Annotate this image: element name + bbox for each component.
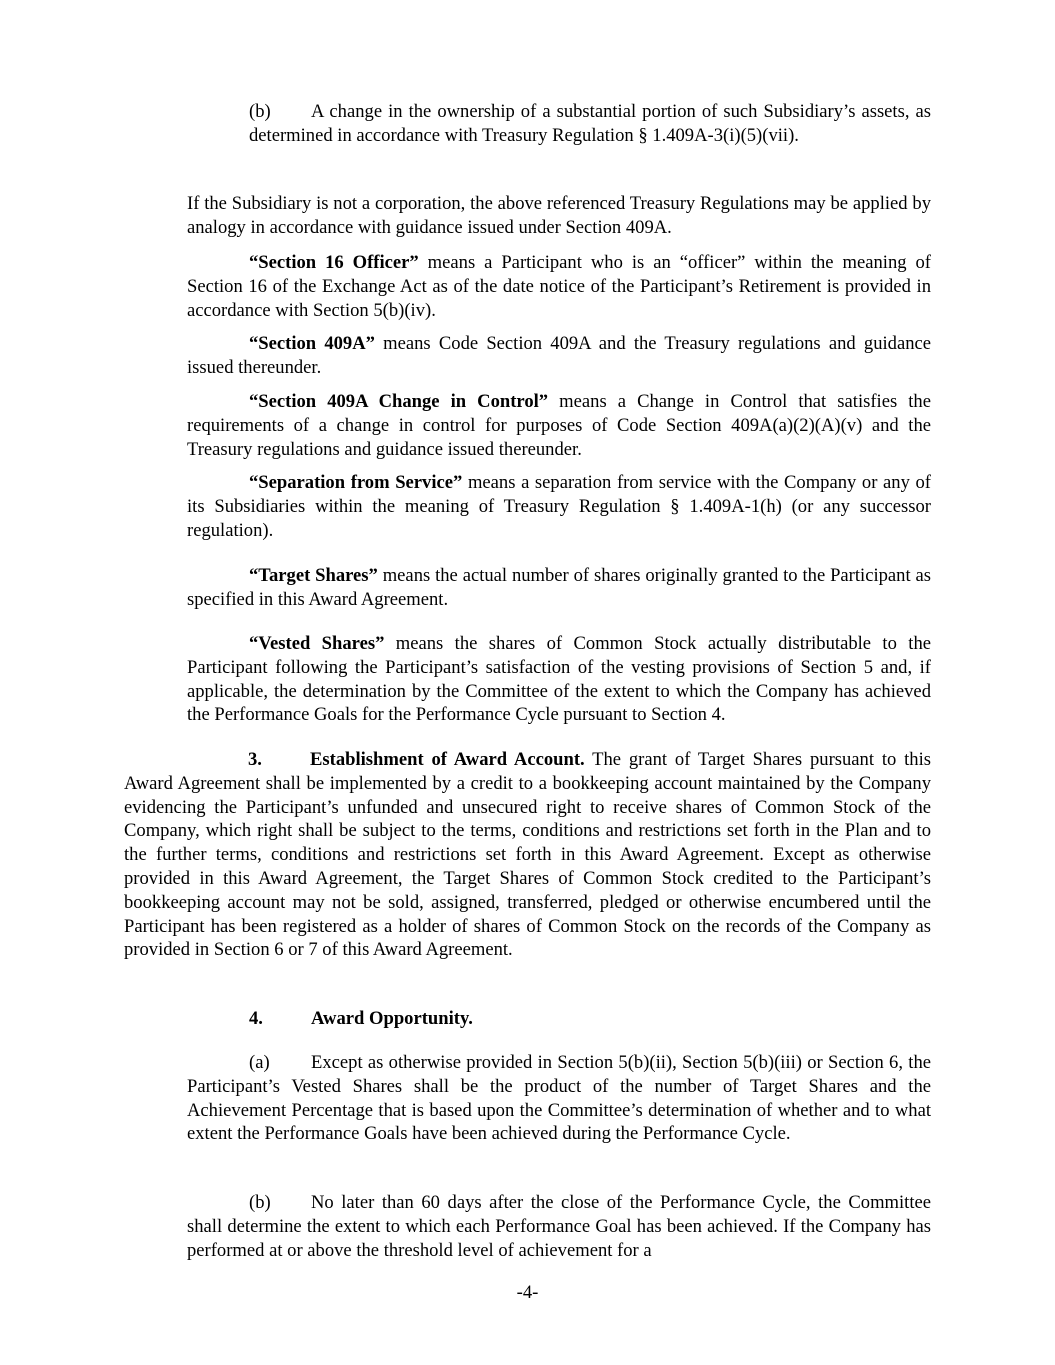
section-4-heading-line bbox=[249, 1007, 931, 1031]
section-4-heading: Award Opportunity. bbox=[311, 1008, 473, 1029]
section-4a-text: Except as otherwise provided in Section 5(b)(ii), Section 5(b)(iii) or Section 6, the Participant’s Vested Shares shall be the product of the number of Target Shares and the Achievement Percentage that is based upon the Committee’s determination of whether and to what extent the Performance Goals have been achieved during the Performance Cycle. bbox=[187, 1052, 931, 1145]
section-3-heading: Establishment of Award Account. bbox=[310, 749, 585, 770]
section-4b-text: No later than 60 days after the close of the Performance Cycle, the Committee shall determine the extent to which each Performance Goal has been achieved. If the Company has performed at or above the threshold level of achievement for a bbox=[187, 1192, 931, 1261]
definition-text: means the shares of Common Stock actually distributable to the Participant following the Participant’s satisfaction of the vesting provisions of Section 5 and, if applicable, the determination by the Committee of the extent to which the Company has achieved the Performance Goals for the Performance Cycle pursuant to Section 4. bbox=[187, 633, 931, 726]
definition-term: “Target Shares” bbox=[249, 565, 378, 586]
definition-term: “Section 409A Change in Control” bbox=[249, 391, 549, 412]
definition-text: means a Participant who is an “officer” within the meaning of Section 16 of the Exchange Act as of the date notice of the Participant’s Retirement is provided in accordance with Section 5(b)(iv). bbox=[187, 252, 931, 321]
definition-text: means a Change in Control that satisfies the requirements of a change in control for purposes of Code Section 409A(a)(2)(A)(v) and the Treasury regulations and guidance issued thereunder. bbox=[187, 391, 931, 460]
definition-term: “Vested Shares” bbox=[249, 633, 385, 654]
definition-text: means a separation from service with the Company or any of its Subsidiaries within the meaning of Treasury Regulation § 1.409A-1(h) (or any successor regulation). bbox=[187, 472, 931, 541]
definition-text: means Code Section 409A and the Treasury regulations and guidance issued thereunder. bbox=[187, 333, 932, 378]
section-4-number: 4. bbox=[249, 1008, 263, 1029]
definition-vested-shares bbox=[187, 632, 931, 727]
definition-section-409a-change-in-control bbox=[187, 390, 931, 461]
section-3-number: 3. bbox=[248, 749, 262, 770]
subsection-b-text: A change in the ownership of a substantial portion of such Subsidiary’s assets, as determined in accordance with Treasury Regulation § 1.409A-3(i)(5)(vii). bbox=[249, 101, 931, 146]
subsection-b-label: (b) bbox=[249, 101, 271, 122]
section-4a-paragraph bbox=[187, 1051, 931, 1146]
definition-separation-from-service bbox=[187, 471, 931, 542]
definition-text: means the actual number of shares originally granted to the Participant as specified in this Award Agreement. bbox=[187, 565, 931, 610]
definition-section-16-officer bbox=[187, 251, 931, 322]
definition-term: “Section 16 Officer” bbox=[249, 252, 419, 273]
section-4b-paragraph bbox=[187, 1191, 931, 1262]
definition-target-shares bbox=[187, 564, 931, 612]
section-3-text: The grant of Target Shares pursuant to this Award Agreement shall be implemented by a credit to a bookkeeping account maintained by the Company evidencing the Participant’s unfunded and unsecured right to receive shares of Common Stock of the Company, which right shall be subject to the terms, conditions and restrictions set forth in the Plan and to the further terms, conditions and restrictions set forth in this Award Agreement. Except as otherwise provided in this Award Agreement, the Target Shares of Common Stock credited to the Participant’s bookkeeping account may not be sold, assigned, transferred, pledged or otherwise encumbered until the Participant has been registered as a holder of shares of Common Stock on the records of the Company as provided in Section 6 or 7 of this Award Agreement. bbox=[124, 749, 931, 961]
definition-term: “Separation from Service” bbox=[249, 472, 463, 493]
page-number: -4- bbox=[516, 1282, 539, 1303]
definition-section-409a bbox=[187, 332, 931, 380]
subsection-b-paragraph bbox=[249, 100, 931, 148]
section-4a-label: (a) bbox=[249, 1052, 270, 1073]
non-corporation-note: If the Subsidiary is not a corporation, the above referenced Treasury Regulations may be applied by analogy in accordance with guidance issued under Section 409A. bbox=[187, 193, 931, 238]
section-4b-label: (b) bbox=[249, 1192, 271, 1213]
section-3-paragraph bbox=[124, 748, 931, 962]
definition-term: “Section 409A” bbox=[249, 333, 375, 354]
